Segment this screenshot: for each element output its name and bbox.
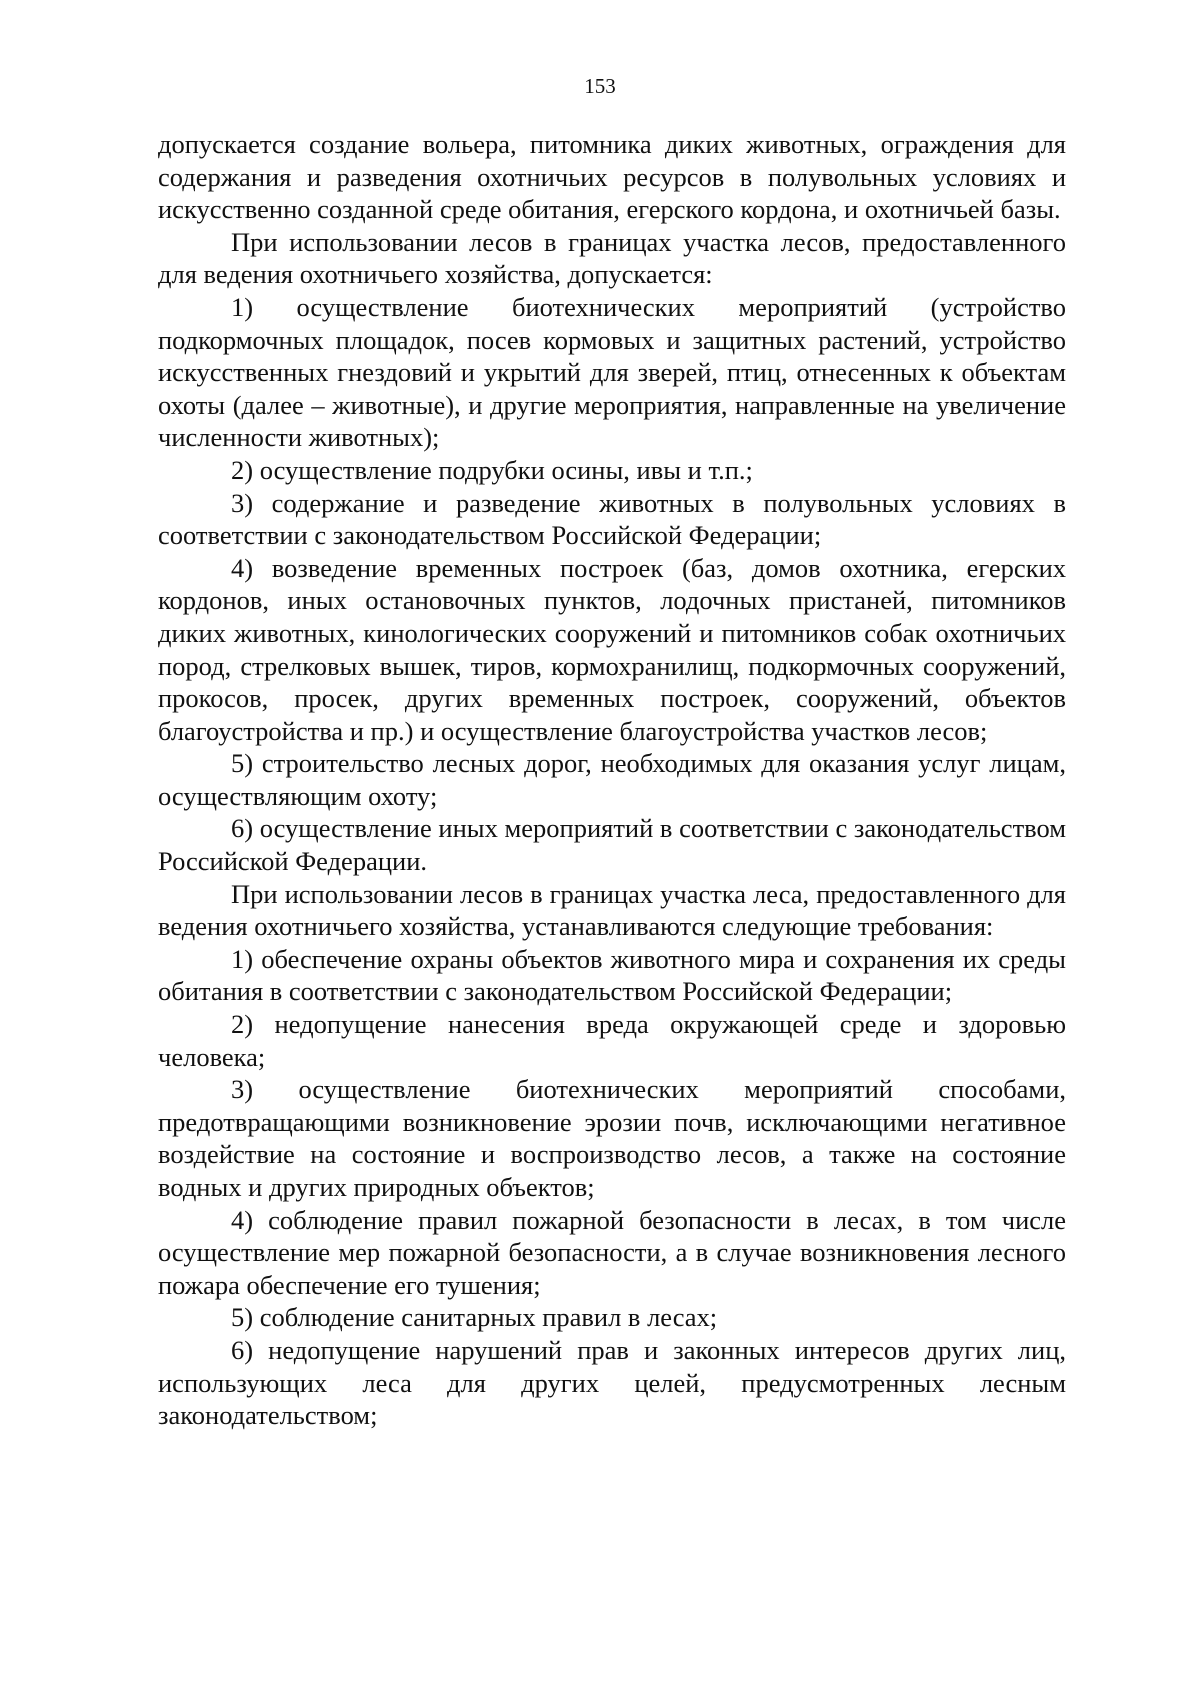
- paragraph: При использовании лесов в границах участка леса, предоставленного для ведения охотничьего хозяйства, устанавливаются следующие требования:: [158, 878, 1066, 942]
- paragraph: 3) осуществление биотехнических мероприятий способами, предотвращающими возникновение эрозии почв, исключающими негативное воздействие на состояние и воспроизводство лесов, а также на состояние водных и других природных объектов;: [158, 1074, 1066, 1202]
- paragraph: 3) содержание и разведение животных в полувольных условиях в соответствии с законодательством Российской Федерации;: [158, 487, 1066, 551]
- page-number: 153: [584, 74, 616, 98]
- paragraph: 1) обеспечение охраны объектов животного мира и сохранения их среды обитания в соответствии с законодательством Российской Федерации;: [158, 943, 1066, 1007]
- paragraph: При использовании лесов в границах участка лесов, предоставленного для ведения охотничьего хозяйства, допускается:: [158, 226, 1066, 290]
- paragraph: 2) недопущение нанесения вреда окружающей среде и здоровью человека;: [158, 1009, 1066, 1072]
- paragraph: 5) строительство лесных дорог, необходимых для оказания услуг лицам, осуществляющим охоту;: [158, 748, 1066, 811]
- paragraph: 6) осуществление иных мероприятий в соответствии с законодательством Российской Федерации.: [158, 813, 1066, 877]
- paragraph: 6) недопущение нарушений прав и законных интересов других лиц, использующих леса для других целей, предусмотренных лесным законодательством;: [158, 1334, 1066, 1431]
- paragraph: 5) соблюдение санитарных правил в лесах;: [231, 1302, 718, 1333]
- document-body: [158, 128, 1066, 1432]
- paragraph: 1) осуществление биотехнических мероприятий (устройство подкормочных площадок, посев кормовых и защитных растений, устройство искусственных гнездовий и укрытий для зверей, птиц, отнесенных к объектам охоты (далее – животные), и другие мероприятия, направленные на увеличение численности животных);: [158, 291, 1066, 453]
- paragraph: 4) возведение временных построек (баз, домов охотника, егерских кордонов, иных остановочных пунктов, лодочных пристаней, питомников диких животных, кинологических сооружений и питомников собак охотничьих пород, стрелковых вышек, тиров, кормохранилищ, подкормочных сооружений, прокосов, просек, других временных построек, сооружений, объектов благоустройства и пр.) и осуществление благоустройства участков лесов;: [158, 552, 1066, 746]
- paragraph: 2) осуществление подрубки осины, ивы и т.п.;: [231, 454, 753, 485]
- paragraph: 4) соблюдение правил пожарной безопасности в лесах, в том числе осуществление мер пожарной безопасности, а в случае возникновения лесного пожара обеспечение его тушения;: [158, 1204, 1066, 1300]
- paragraph: допускается создание вольера, питомника диких животных, ограждения для содержания и разведения охотничьих ресурсов в полувольных условиях и искусственно созданной среде обитания, егерского кордона, и охотничьей базы.: [158, 129, 1066, 225]
